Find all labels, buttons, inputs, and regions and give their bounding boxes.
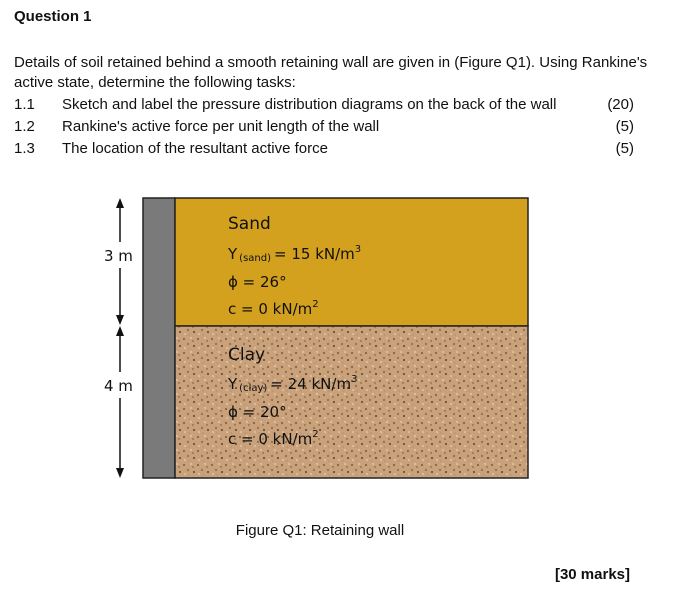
dim-label-bottom: 4 m [104,377,133,395]
clay-label: Clay [228,345,266,365]
task-number: 1.2 [14,118,35,135]
task-text: Rankine's active force per unit length of the wall [62,118,380,135]
sand-gamma: Y (sand) = 15 $kN/m^3$ [228,244,362,264]
task-text: Sketch and label the pressure distribution diagrams on the back of the wall [62,96,557,113]
intro-paragraph: Details of soil retained behind a smooth retaining wall are given in (Figure Q1). Using Rankine's active state, determine the following tasks: [14,54,648,91]
arrow-down-icon [116,315,124,325]
arrow-down-icon [116,468,124,478]
question-title: Question 1 [14,8,92,25]
arrow-up-icon [116,326,124,336]
task-number: 1.1 [14,96,35,113]
sand-cohesion: c = 0 $kN/m^2$ [228,299,319,318]
task-marks: (5) [615,118,634,135]
task-marks: (20) [607,96,634,113]
sand-phi: ϕ = 26° [228,273,287,291]
task-marks: (5) [615,140,634,157]
clay-cohesion: c = 0 $kN/m^2$ [228,429,319,448]
clay-gamma: Y (clay) = 24 $kN/m^3$ [228,374,358,394]
arrow-up-icon [116,198,124,208]
task-number: 1.3 [14,140,35,157]
total-marks: [30 marks] [554,566,630,583]
dim-label-top: 3 m [104,247,133,265]
sand-label: Sand [228,214,271,234]
task-text: The location of the resultant active force [62,140,328,157]
wall [143,198,175,478]
clay-phi: ϕ = 20° [228,403,287,421]
figure-caption: Figure Q1: Retaining wall [235,522,405,539]
